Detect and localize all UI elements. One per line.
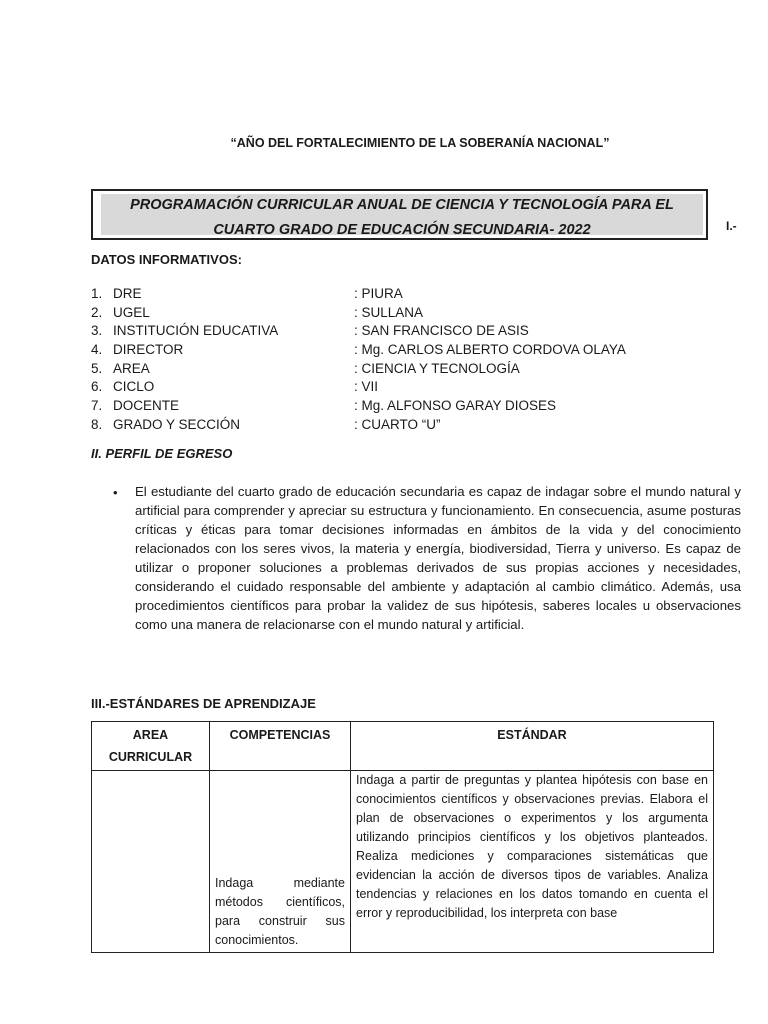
item-label: UGEL bbox=[113, 304, 150, 320]
item-number: 6. bbox=[91, 379, 103, 395]
column-header-area: AREA CURRICULAR bbox=[92, 722, 210, 771]
item-value: : CUARTO “U” bbox=[354, 416, 441, 432]
estandares-table bbox=[91, 721, 714, 953]
perfil-heading: II. PERFIL DE EGRESO bbox=[91, 446, 233, 461]
title-line-2: CUARTO GRADO DE EDUCACIÓN SECUNDARIA- 2022 bbox=[213, 222, 591, 238]
list-item bbox=[91, 323, 751, 342]
item-number: 2. bbox=[91, 304, 103, 320]
competencia-cell: Indaga mediante métodos científicos, para construir sus conocimientos. bbox=[210, 771, 351, 953]
item-label: AREA bbox=[113, 360, 150, 376]
year-motto: “AÑO DEL FORTALECIMIENTO DE LA SOBERANÍA NACIONAL” bbox=[230, 136, 610, 150]
title-line-1: PROGRAMACIÓN CURRICULAR ANUAL DE CIENCIA Y TECNOLOGÍA PARA EL bbox=[130, 197, 674, 213]
item-number: 3. bbox=[91, 323, 103, 339]
list-item bbox=[91, 379, 751, 398]
table-header-row bbox=[92, 722, 714, 771]
section-marker: I.- bbox=[726, 219, 737, 233]
list-item bbox=[91, 417, 751, 436]
item-number: 5. bbox=[91, 360, 103, 376]
list-item bbox=[91, 286, 751, 305]
item-label: CICLO bbox=[113, 379, 155, 395]
bullet-marker: • bbox=[113, 485, 118, 500]
item-label: DIRECTOR bbox=[113, 342, 184, 358]
list-item bbox=[91, 398, 751, 417]
document-title-box bbox=[91, 189, 708, 240]
list-item bbox=[91, 342, 751, 361]
item-value: : CIENCIA Y TECNOLOGÍA bbox=[354, 360, 520, 376]
item-number: 1. bbox=[91, 286, 103, 301]
item-label: INSTITUCIÓN EDUCATIVA bbox=[113, 323, 279, 339]
column-header-estandar: ESTÁNDAR bbox=[351, 722, 714, 771]
estandar-cell: Indaga a partir de preguntas y plantea hipótesis con base en conocimientos científicos y observaciones previas. Elabora el plan de observaciones o experimentos y los argumenta utilizando principios científicos y los objetivos planteados. Realiza mediciones y comparaciones sistemáticas que evidencian la acción de diversos tipos de variables. Analiza tendencias y relaciones en los datos tomando en cuenta el error y reproducibilidad, los interpreta con base bbox=[351, 771, 714, 953]
area-cell bbox=[92, 771, 210, 953]
title-shading bbox=[101, 194, 703, 238]
item-value: : PIURA bbox=[354, 286, 403, 301]
item-value: : VII bbox=[354, 379, 379, 395]
item-label: DOCENTE bbox=[113, 398, 180, 414]
column-header-competencias: COMPETENCIAS bbox=[210, 722, 351, 771]
item-value: : Mg. ALFONSO GARAY DIOSES bbox=[354, 398, 557, 414]
item-value: : SULLANA bbox=[354, 304, 424, 320]
item-number: 7. bbox=[91, 398, 103, 414]
item-value: : Mg. CARLOS ALBERTO CORDOVA OLAYA bbox=[354, 342, 626, 358]
item-value: : SAN FRANCISCO DE ASIS bbox=[354, 323, 529, 339]
item-label: DRE bbox=[113, 286, 142, 301]
item-number: 8. bbox=[91, 416, 103, 432]
item-label: GRADO Y SECCIÓN bbox=[113, 416, 241, 432]
perfil-paragraph: El estudiante del cuarto grado de educación secundaria es capaz de indagar sobre el mundo natural y artificial para comprender y apreciar su estructura y funcionamiento. En consecuencia, asume posturas críticas y éticas para tomar decisiones informadas en ámbitos de la vida y del conocimiento relacionados con los seres vivos, la materia y energía, biodiversidad, Tierra y universo. Es capaz de utilizar o proponer soluciones a problemas derivados de sus propias acciones y necesidades, considerando el cuidado responsable del ambiente y adaptación al cambio climático. Además, usa procedimientos científicos para probar la validez de sus hipótesis, saberes locales u observaciones como una manera de relacionarse con el mundo natural y artificial. bbox=[135, 484, 741, 632]
datos-list bbox=[91, 286, 751, 436]
estandares-heading: III.-ESTÁNDARES DE APRENDIZAJE bbox=[91, 696, 316, 711]
datos-heading: DATOS INFORMATIVOS: bbox=[91, 252, 242, 267]
list-item bbox=[91, 305, 751, 324]
list-item bbox=[91, 361, 751, 380]
table-row bbox=[92, 771, 714, 953]
item-number: 4. bbox=[91, 342, 103, 358]
